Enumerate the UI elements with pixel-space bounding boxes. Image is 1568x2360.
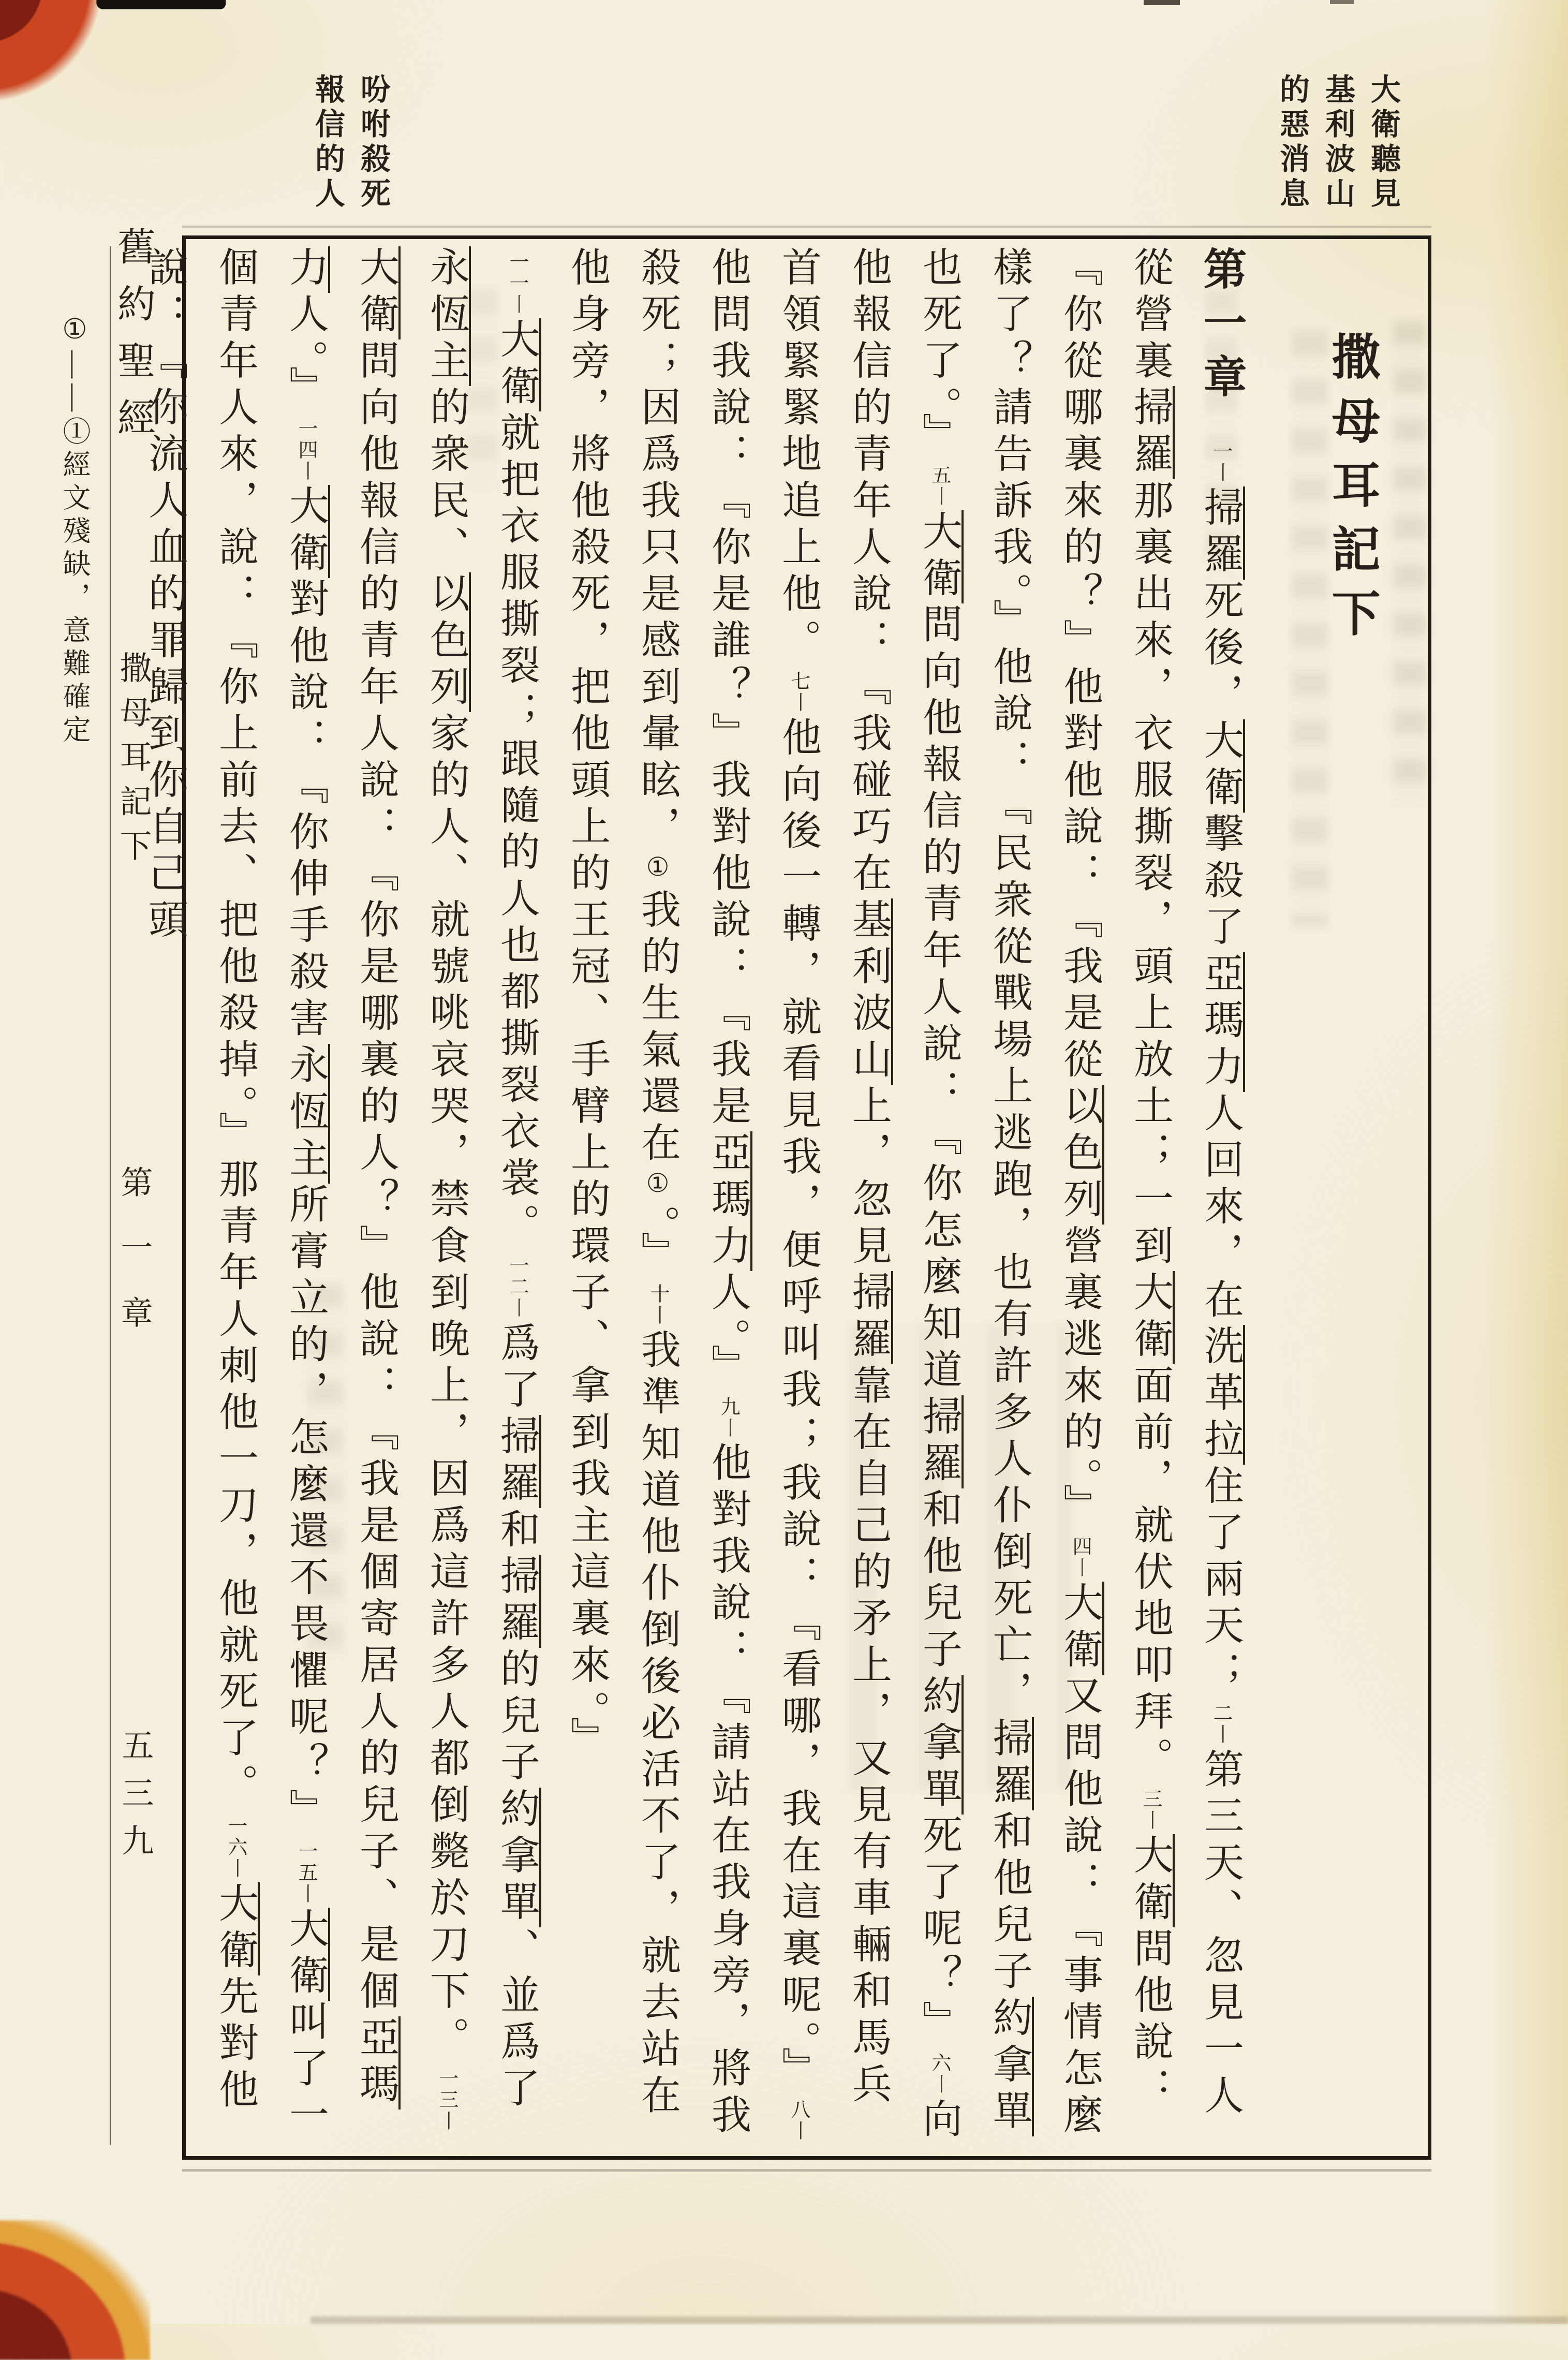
verse-number: 一二 丨 [506, 1255, 528, 1319]
margin-testament-title: 舊約聖經 [112, 227, 154, 454]
verse-text: 對他說：『你伸手殺害 [284, 578, 328, 1044]
proper-name: 掃羅 [495, 1555, 541, 1648]
verse-number: 十 丨 [647, 1284, 669, 1326]
verse-text: 那裏出來，衣服撕裂，頭上放土；一到 [1128, 479, 1173, 1271]
verse-text: 人回來，在 [1199, 1092, 1243, 1325]
verse-text: 擊殺了 [1199, 813, 1243, 952]
proper-name: 大衛 [354, 246, 401, 340]
verse-text: 向他報信的青年人說：『我碰巧在 [847, 246, 961, 2145]
proper-name: 大衛 [284, 1908, 330, 2001]
proper-name: 亞瑪力 [706, 1131, 752, 1271]
verse-number: 四 丨 [1069, 1536, 1091, 1579]
verse-number: 七 丨 [788, 671, 809, 713]
verse-text: 叫了一個青年人來，說：『你上前去、把他殺掉。』那青年人刺他一刀，他就死了。 [213, 246, 328, 2141]
verse-text: 和 [495, 1508, 539, 1555]
verse-text: 、並爲了 [495, 1927, 539, 2114]
verse-text: 死後， [1199, 580, 1243, 719]
proper-name: 約拿單 [917, 1675, 964, 1815]
verse-text: 爲了 [495, 1322, 539, 1415]
scan-dash [1330, 0, 1354, 4]
verse-number: 一四 丨 [295, 418, 317, 482]
verse-text: 和他兒子 [917, 1488, 961, 1675]
margin-book-title: 撒母耳記下 [115, 651, 150, 874]
margin-chapter-label: 第一章 [116, 1166, 151, 1361]
footnote: ①——①經文殘缺，意難確定 [51, 246, 111, 2145]
verse-text: 面前，就伏地叩拜。 [1128, 1364, 1173, 1783]
verse-text: 所膏立的，怎麼還不畏懼呢？』 [284, 1183, 328, 1836]
verse-text: 的兒子 [495, 1648, 539, 1788]
verse-text: 我的生氣還在 [635, 889, 680, 1168]
verse-text: 他問我說：『你是誰？』我對他說：『我是 [706, 246, 750, 1131]
verse-number: 一六 丨 [225, 1816, 246, 1879]
proper-name: 掃羅 [847, 1271, 893, 1364]
verse-text: 他對我說：『請站在我身旁，將我殺死；因爲我只是感到暈眩， [635, 246, 750, 2141]
verse-text: 靠在自己的矛上，又見有車輛和馬兵首領緊緊地追上他。 [776, 246, 891, 2110]
proper-name: 大衛 [1199, 719, 1245, 813]
page-edge-tint [1485, 0, 1568, 2324]
proper-name: 大衛 [917, 510, 964, 603]
verse-text: 家的人、就號咷哀哭，禁食到晚上，因爲這許多人都倒斃於刀下。 [424, 712, 469, 2063]
chapter-heading: 第一章 [1197, 246, 1245, 408]
verse-number: 一 丨 [1210, 441, 1232, 483]
proper-name: 大衛 [284, 485, 330, 578]
verse-number: 一五 丨 [295, 1841, 317, 1905]
proper-name: 亞瑪力 [1199, 952, 1245, 1092]
proper-name: 以色列 [1058, 1085, 1104, 1225]
proper-name: 掃羅 [1199, 486, 1245, 580]
paragraph [130, 246, 552, 2145]
scripture-text [130, 246, 1256, 2145]
proper-name: 亞瑪力 [284, 246, 401, 2110]
verse-number: 六 丨 [928, 2053, 950, 2095]
running-head-right: 大衛聽見基利波山的惡消息 [1275, 73, 1400, 212]
proper-name: 以色列 [424, 572, 471, 712]
verse-number: 一三 丨 [436, 2068, 457, 2132]
paragraph [552, 246, 1256, 2145]
proper-name: 大衛 [495, 318, 541, 411]
verse-text: 死了呢？』 [917, 1814, 961, 2047]
verse-text: 又問他說：『事情怎麼樣了？請告訴我。』他說：『民衆從戰場上逃跑，也有許多人仆倒死亡， [987, 246, 1102, 2141]
proper-name: 約拿單 [495, 1788, 541, 1927]
verse-text: 也死了。』 [917, 246, 961, 460]
verse-text: 上，忽見 [847, 1085, 891, 1271]
verse-number: 八 丨 [788, 2099, 809, 2142]
verse-number: 三 丨 [1140, 1789, 1161, 1831]
book-edge-red-top-left [0, 0, 103, 104]
book-edge-red-bottom-left [0, 2220, 150, 2360]
verse-text: 他向後一轉，就看見我，便呼叫我；我說：『看哪，我在這裏呢。』 [776, 716, 821, 2094]
verse-number: 二 丨 [1210, 1703, 1232, 1745]
running-head-left: 吩咐殺死報信的人 [310, 73, 390, 212]
verse-text: 先對他說：『你流人血的罪歸到你自己頭 [143, 246, 258, 2115]
verse-number: 九 丨 [717, 1396, 739, 1439]
proper-name: 永恆主 [284, 1044, 330, 1184]
proper-name: 大衛 [213, 1882, 260, 1975]
verse-text: 人。』 [706, 1271, 750, 1391]
page-edge-shadow [310, 2317, 1568, 2324]
proper-name: 掃羅 [495, 1415, 541, 1508]
footnote-marker: ① [643, 1168, 672, 1205]
verse-text: 。』 [635, 1205, 680, 1278]
proper-name: 洗革拉 [1199, 1325, 1245, 1465]
scan-streak-top [96, 0, 226, 9]
proper-name: 大衛 [1128, 1834, 1175, 1927]
proper-name: 掃羅 [987, 1717, 1034, 1810]
verse-number: 五 丨 [928, 465, 950, 507]
verse-text: 問向他報信的青年人說：『你怎麼知道 [917, 603, 961, 1395]
verse-text: 就把衣服撕裂；跟隨的人也都撕裂衣裳。 [495, 411, 539, 1250]
verse-text: 和他兒子 [987, 1810, 1032, 1997]
book-title: 撒母耳記下 [1324, 331, 1378, 652]
verse-text: 問他說：『你從哪裏來的？』他對他說：『我是從 [1058, 246, 1173, 2114]
proper-name: 基利波山 [847, 898, 893, 1085]
verse-text: 的衆民、 [424, 386, 469, 572]
verse-text: 第三天、忽見一人從營裏 [1128, 246, 1243, 2121]
verse-text: 人。』 [284, 293, 328, 413]
verse-text: 問向他報信的青年人說：『你是哪裏的人？』他說：『我是個寄居人的兒子、是個 [354, 340, 398, 2016]
margin-page-number: 五三九 [117, 1729, 152, 1871]
proper-name: 掃羅 [1128, 386, 1175, 479]
proper-name: 大衛 [1128, 1271, 1175, 1364]
proper-name: 大衛 [1058, 1582, 1104, 1675]
verse-text: 住了兩天； [1199, 1465, 1243, 1698]
verse-number: 一一 丨 [506, 252, 528, 315]
proper-name: 永恆主 [424, 246, 471, 386]
proper-name: 掃羅 [917, 1395, 964, 1488]
verse-text: 營裏逃來的。』 [1058, 1225, 1102, 1531]
footnote-marker: ① [643, 852, 672, 889]
proper-name: 約拿單 [987, 1997, 1034, 2136]
verse-text: 我準知道他仆倒後必活不了，就去站在他身旁，將他殺死，把他頭上的王冠、手臂上的環子、拿到我主這裏來。』 [565, 246, 680, 2121]
scan-dash [1144, 0, 1180, 5]
